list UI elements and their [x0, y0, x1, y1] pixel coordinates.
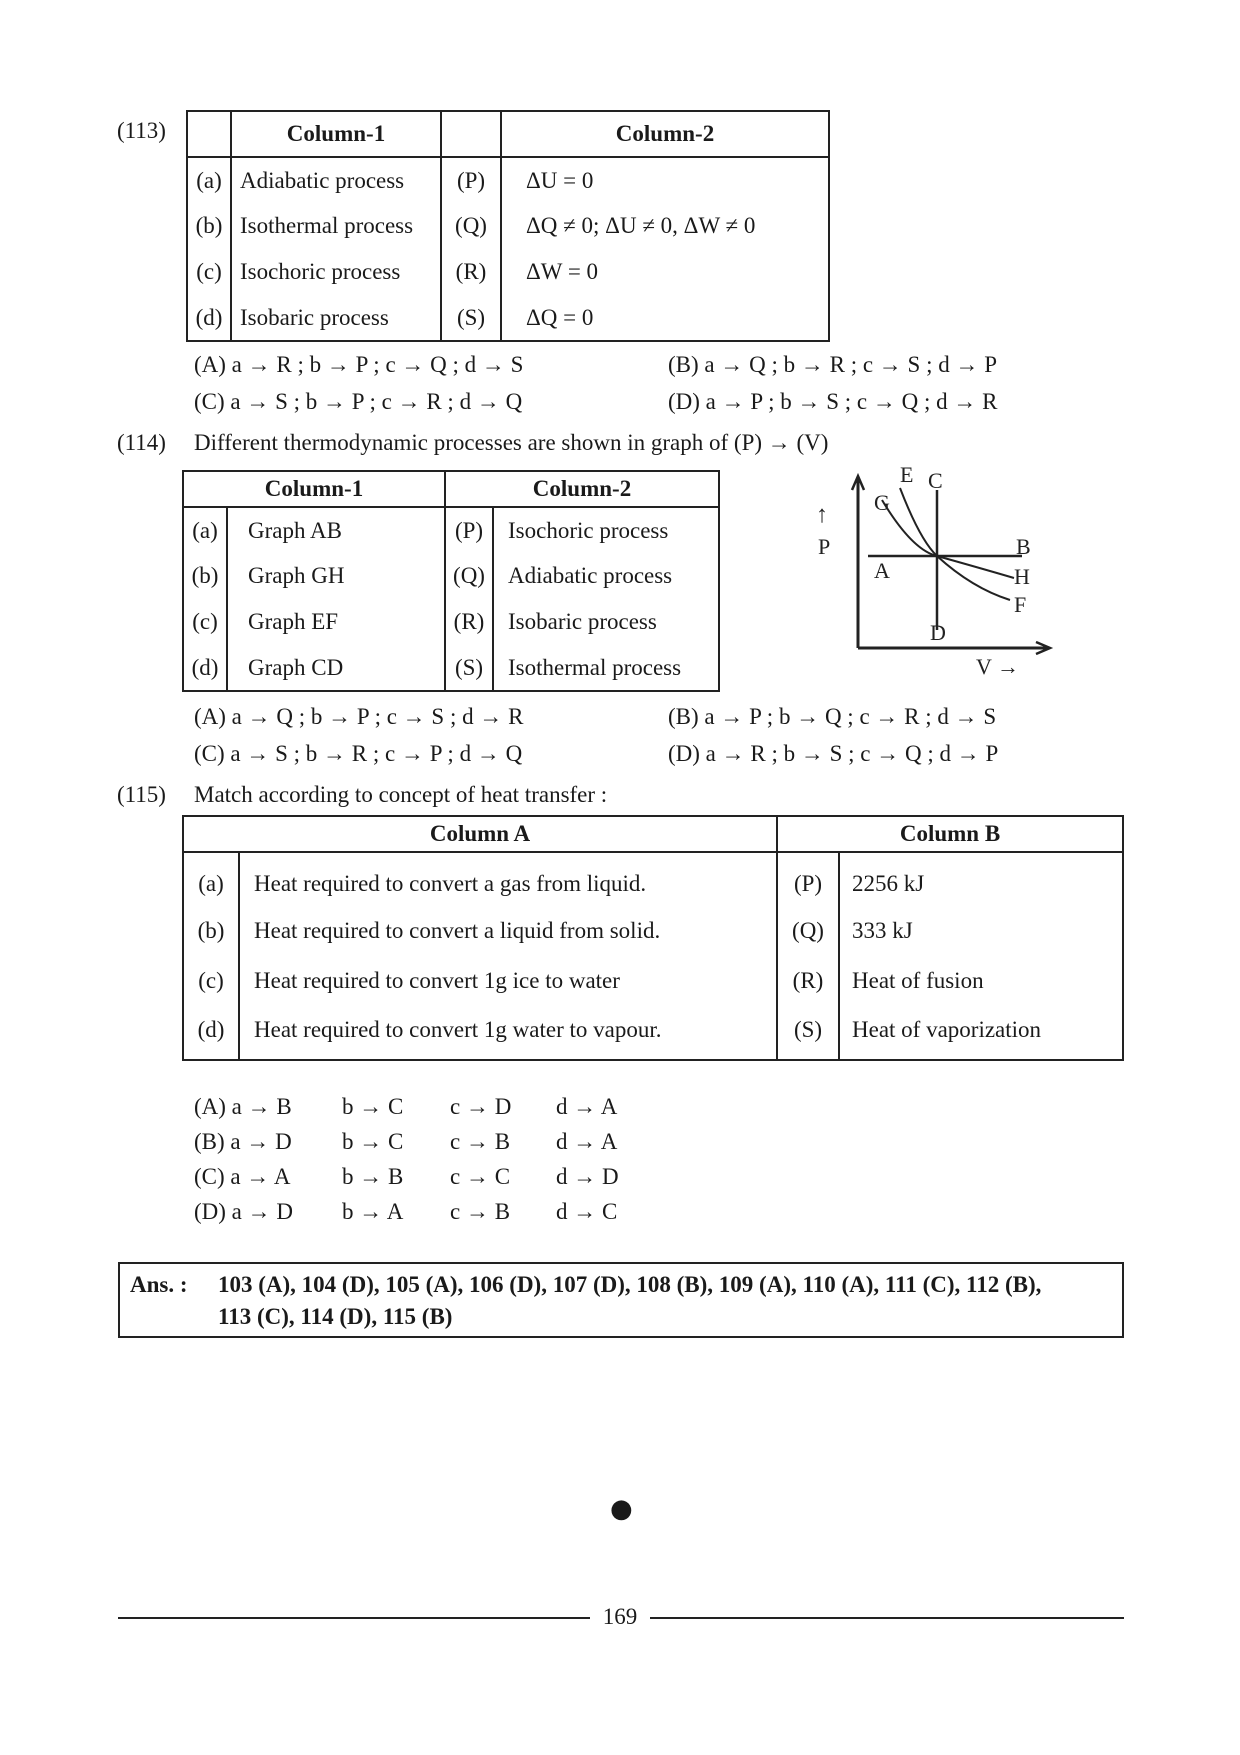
q115-option-a-d: d → A — [556, 1094, 618, 1119]
pv-graph — [800, 460, 1080, 690]
q114-row — [183, 507, 719, 553]
point-f-label: F — [1014, 592, 1027, 617]
section-end-bullet: ● — [610, 1494, 633, 1524]
q113-row-key: (b) — [187, 203, 231, 249]
q115-columna-header: Column A — [183, 816, 777, 852]
q114-row-key: (d) — [183, 645, 227, 691]
q114-match-table — [182, 470, 720, 692]
q113-row-key: (c) — [187, 249, 231, 295]
q113-row — [187, 203, 829, 249]
q115-question-text: Match according to concept of heat transfer : — [194, 782, 608, 807]
q114-column2-header: Column-2 — [445, 471, 719, 507]
point-a-label: A — [874, 558, 890, 583]
q115-row-code: (S) — [777, 1006, 839, 1060]
q113-header-blank — [187, 111, 231, 157]
q114-row-item: Graph GH — [227, 553, 445, 599]
footer-rule-right — [650, 1617, 1124, 1619]
q113-row-key: (a) — [187, 157, 231, 203]
q114-row-value: Isochoric process — [508, 517, 669, 543]
answer-box — [118, 1262, 1124, 1338]
q113-row-code: (S) — [441, 295, 501, 341]
q115-row — [183, 852, 1123, 906]
q115-row-key: (a) — [183, 852, 239, 906]
q113-row-item: Isochoric process — [231, 249, 441, 295]
q113-column2-header: Column-2 — [501, 111, 829, 157]
question-number-113: (113) — [117, 118, 166, 143]
q115-row-value: Heat of vaporization — [852, 1016, 1042, 1042]
footer-rule-left — [118, 1617, 590, 1619]
q115-option-b-d: d → A — [556, 1129, 618, 1154]
q113-header-row — [187, 111, 829, 157]
q114-row-code: (R) — [445, 599, 493, 645]
q113-option-d: (D) a → P ; b → S ; c → Q ; d → R — [668, 389, 998, 414]
q115-option-c-label: (C) a → A — [194, 1164, 291, 1189]
q113-row-item: Isobaric process — [231, 295, 441, 341]
q114-row-key: (b) — [183, 553, 227, 599]
point-g-label: G — [874, 490, 890, 515]
q114-row-code: (P) — [445, 507, 493, 553]
page-number: 169 — [602, 1604, 638, 1629]
q115-option-b-c: c → B — [450, 1129, 511, 1154]
q114-row-code: (S) — [445, 645, 493, 691]
q115-row-key: (c) — [183, 956, 239, 1006]
q115-option-a-b: b → C — [342, 1094, 404, 1119]
q113-row-item: Adiabatic process — [231, 157, 441, 203]
q115-row-value: 2256 kJ — [852, 870, 925, 896]
point-b-label: B — [1016, 534, 1031, 559]
q115-row-value: 333 kJ — [852, 918, 913, 943]
q115-row-key: (b) — [183, 906, 239, 956]
q115-option-b-b: b → C — [342, 1129, 404, 1154]
q114-header-row — [183, 471, 719, 507]
answer-label: Ans. : — [130, 1272, 188, 1297]
q115-option-c-d: d → D — [556, 1164, 619, 1189]
q113-header-blank2 — [441, 111, 501, 157]
q114-row-value: Adiabatic process — [508, 563, 673, 588]
q113-row — [187, 249, 829, 295]
q115-row — [183, 906, 1123, 956]
q113-row-code: (R) — [441, 249, 501, 295]
p-axis-label: P — [818, 534, 831, 559]
q115-row-code: (P) — [777, 852, 839, 906]
p-axis-arrow: ↑ — [816, 502, 828, 528]
q113-row-key: (d) — [187, 295, 231, 341]
answer-line-2: 113 (C), 114 (D), 115 (B) — [218, 1304, 453, 1329]
q115-option-d-b: b → A — [342, 1199, 404, 1224]
point-h-label: H — [1014, 564, 1030, 589]
q114-option-a: (A) a → Q ; b → P ; c → S ; d → R — [194, 704, 524, 729]
q113-match-table — [186, 110, 830, 342]
q115-option-d-c: c → B — [450, 1199, 511, 1224]
q113-row-value: ΔU = 0 — [501, 157, 829, 203]
q115-row — [183, 1006, 1123, 1060]
q113-row — [187, 157, 829, 203]
q115-row-code: (Q) — [777, 906, 839, 956]
q115-option-c-b: b → B — [342, 1164, 404, 1189]
q114-option-d: (D) a → R ; b → S ; c → Q ; d → P — [668, 741, 999, 766]
q113-column1-header: Column-1 — [231, 111, 441, 157]
q114-row-value: Isothermal process — [508, 654, 682, 680]
q114-row — [183, 599, 719, 645]
q114-question-text: Different thermodynamic processes are shown in graph of (P) → (V) — [194, 430, 829, 455]
q115-row-item: Heat required to convert 1g ice to water — [239, 956, 777, 1006]
q115-columnb-header: Column B — [777, 816, 1123, 852]
q113-row-value: ΔQ ≠ 0; ΔU ≠ 0, ΔW ≠ 0 — [501, 203, 829, 249]
q114-row-item: Graph AB — [227, 507, 445, 553]
q114-row-item: Graph EF — [227, 599, 445, 645]
q115-row-item: Heat required to convert a gas from liquid. — [239, 852, 777, 906]
q113-row-code: (P) — [441, 157, 501, 203]
q115-option-b-label: (B) a → D — [194, 1129, 292, 1154]
q115-option-d-label: (D) a → D — [194, 1199, 293, 1224]
q115-option-a-c: c → D — [450, 1094, 512, 1119]
q115-row-item: Heat required to convert a liquid from solid. — [239, 906, 777, 956]
q113-row-value: ΔW = 0 — [501, 249, 829, 295]
question-number-114: (114) — [117, 430, 166, 455]
q114-column1-header: Column-1 — [183, 471, 445, 507]
answer-line-1: 103 (A), 104 (D), 105 (A), 106 (D), 107 (D), 108 (B), 109 (A), 110 (A), 111 (C), 112 (B), — [218, 1272, 1042, 1297]
q114-option-c: (C) a → S ; b → R ; c → P ; d → Q — [194, 741, 523, 766]
q115-match-table — [182, 815, 1124, 1061]
q114-row-key: (c) — [183, 599, 227, 645]
point-d-label: D — [930, 620, 946, 645]
q114-row — [183, 645, 719, 691]
q113-option-c: (C) a → S ; b → P ; c → R ; d → Q — [194, 389, 523, 414]
point-e-label: E — [900, 462, 914, 487]
q114-row-code: (Q) — [445, 553, 493, 599]
q115-row-code: (R) — [777, 956, 839, 1006]
q115-option-d-d: d → C — [556, 1199, 618, 1224]
q115-row — [183, 956, 1123, 1006]
q113-row-value: ΔQ = 0 — [501, 295, 829, 341]
q113-row-code: (Q) — [441, 203, 501, 249]
q115-header-row — [183, 816, 1123, 852]
q113-option-b: (B) a → Q ; b → R ; c → S ; d → P — [668, 352, 998, 377]
point-c-label: C — [928, 468, 943, 493]
question-number-115: (115) — [117, 782, 166, 807]
q113-option-a: (A) a → R ; b → P ; c → Q ; d → S — [194, 352, 524, 377]
q115-option-c-c: c → C — [450, 1164, 511, 1189]
v-axis-label: V → — [976, 654, 1019, 679]
q113-row — [187, 295, 829, 341]
q114-option-b: (B) a → P ; b → Q ; c → R ; d → S — [668, 704, 997, 729]
q114-row-value: Isobaric process — [508, 609, 657, 634]
q115-row-value: Heat of fusion — [852, 968, 984, 993]
q114-row-key: (a) — [183, 507, 227, 553]
q115-row-key: (d) — [183, 1006, 239, 1060]
q114-row-item: Graph CD — [227, 645, 445, 691]
q113-row-item: Isothermal process — [231, 203, 441, 249]
q114-row — [183, 553, 719, 599]
q115-row-item: Heat required to convert 1g water to vapour. — [239, 1006, 777, 1060]
q115-option-a-label: (A) a → B — [194, 1094, 292, 1119]
